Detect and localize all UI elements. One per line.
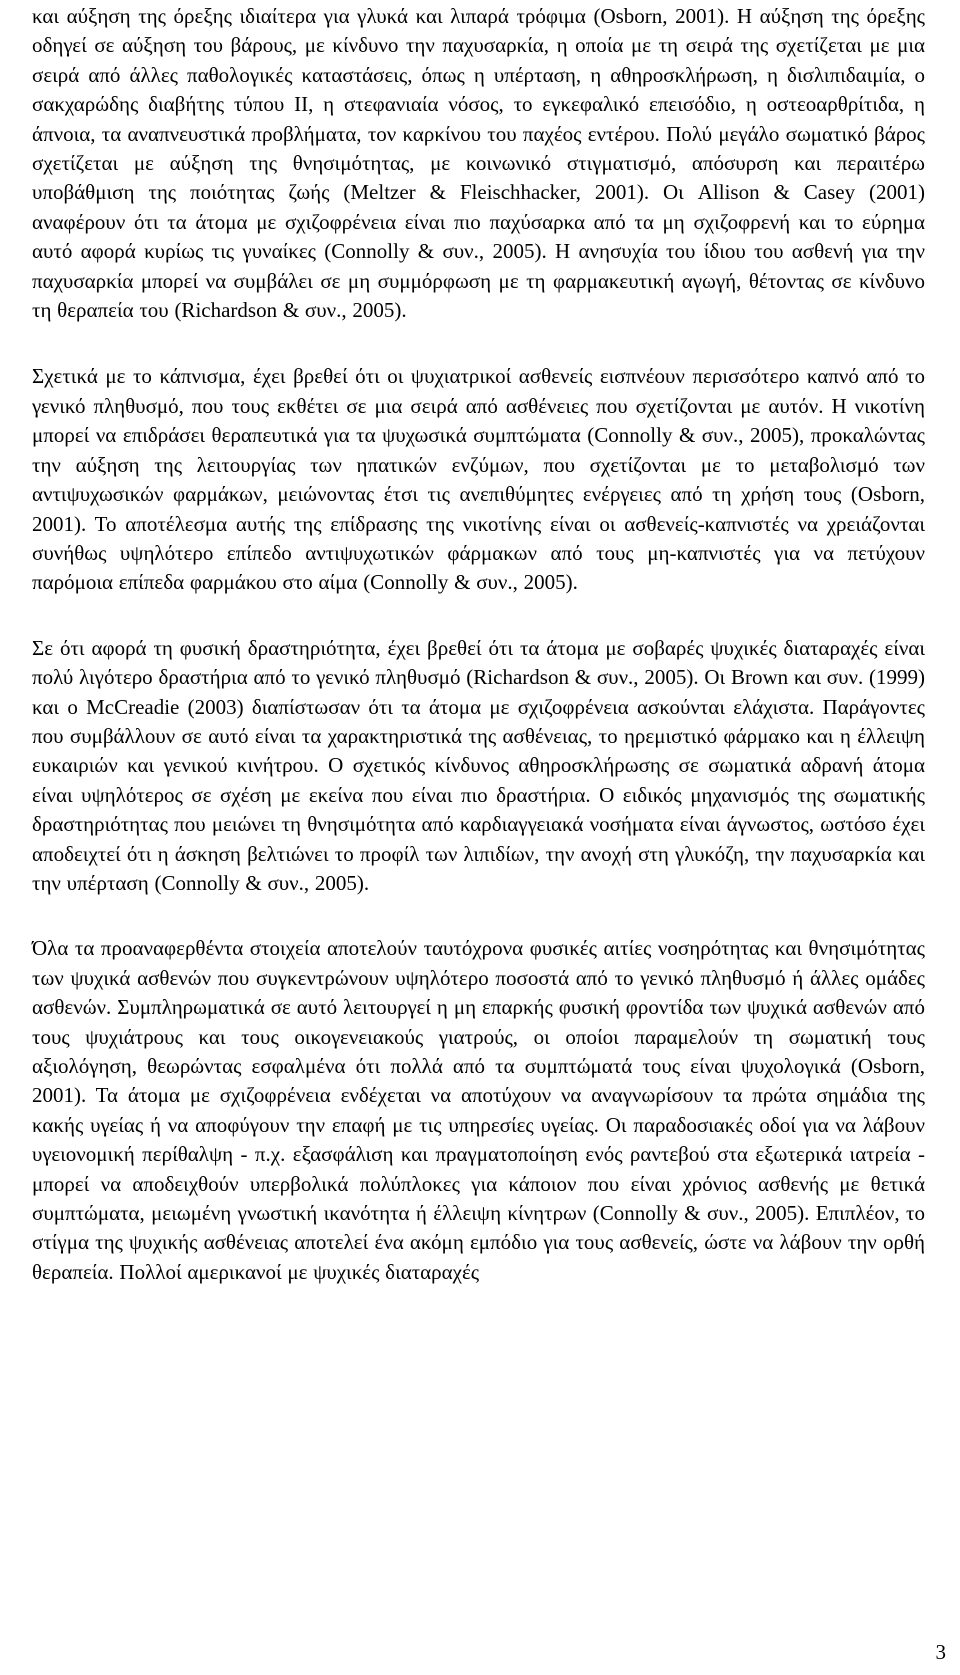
paragraph-smoking: Σχετικά με το κάπνισμα, έχει βρεθεί ότι οι ψυχιατρικοί ασθενείς εισπνέουν περισσότερο καπνό από το γενικό πληθυσμό, που τους εκθέτει σε μια σειρά από ασθένειες που σχετίζονται με αυτόν. Η νικοτίνη μπορεί να επιδράσει θεραπευτικά για τα ψυχωσικά συμπτώματα (Connolly & συν., 2005), προκαλώντας την αύξηση της λειτουργίας των ηπατικών ενζύμων, που σχετίζονται με το μεταβολισμό των αντιψυχωσικών φαρμάκων, μειώνοντας έτσι τις ανεπιθύμητες ενέργειες από τη χρήση τους (Osborn, 2001). Το αποτέλεσμα αυτής της επίδρασης της νικοτίνης είναι οι ασθενείς-καπνιστές να χρειάζονται συνήθως υψηλότερο επίπεδο αντιψυχωτικών φάρμακων από τους μη-καπνιστές για να πετύχουν παρόμοια επίπεδα φαρμάκου στο αίμα (Connolly & συν., 2005). [32,364,925,595]
document-page [32,2,925,1323]
paragraph-weight-and-obesity: και αύξηση της όρεξης ιδιαίτερα για γλυκά και λιπαρά τρόφιμα (Osborn, 2001). Η αύξηση της όρεξης οδηγεί σε αύξηση του βάρους, με κίνδυνο την παχυσαρκία, η οποία με τη σειρά της σχετίζεται με μια σειρά από άλλες παθολογικές καταστάσεις, όπως η υπέρταση, η αθηροσκλήρωση, η δισλιπιδαιμία, ο σακχαρώδης διαβήτης τύπου II, η στεφανιαία νόσος, το εγκεφαλικό επεισόδιο, η οστεοαρθρίτιδα, η άπνοια, τα αναπνευστικά προβλήματα, τον καρκίνου του παχέος εντέρου. Πολύ μεγάλο σωματικό βάρος σχετίζεται με αύξηση της θνησιμότητας, με κοινωνικό στιγματισμό, απόσυρση και περαιτέρω υποβάθμιση της ποιότητας ζωής (Meltzer & Fleischhacker, 2001). Οι Allison & Casey (2001) αναφέρουν ότι τα άτομα με σχιζοφρένεια είναι πιο παχύσαρκα από τα μη σχιζοφρενή και το εύρημα αυτό αφορά κυρίως τις γυναίκες (Connolly & συν., 2005). Η ανησυχία του ίδιου του ασθενή για την παχυσαρκία μπορεί να συμβάλει σε μη συμμόρφωση με τη φαρμακευτική αγωγή, θέτοντας σε κίνδυνο τη θεραπεία του (Richardson & συν., 2005). [32,4,925,323]
paragraph-physical-activity: Σε ότι αφορά τη φυσική δραστηριότητα, έχει βρεθεί ότι τα άτομα με σοβαρές ψυχικές διαταραχές είναι πολύ λιγότερο δραστήρια από το γενικό πληθυσμό (Richardson & συν., 2005). Οι Brown και συν. (1999) και ο McCreadie (2003) διαπίστωσαν ότι τα άτομα με σχιζοφρένεια ασκούνται ελάχιστα. Παράγοντες που συμβάλλουν σε αυτό είναι τα χαρακτηριστικά της ασθένειας, το ηρεμιστικό φάρμακο και η έλλειψη ευκαιριών και γενικού κινήτρου. Ο σχετικός κίνδυνος αθηροσκλήρωσης σε σωματικά αδρανή άτομα είναι υψηλότερος σε σχέση με εκείνα που είναι πιο δραστήρια. Ο ειδικός μηχανισμός της σωματικής δραστηριότητας που μειώνει τη θνησιμότητα από καρδιαγγειακά νοσήματα είναι άγνωστος, ωστόσο έχει αποδειχτεί ότι η άσκηση βελτιώνει το προφίλ των λιπιδίων, την ανοχή στη γλυκόζη, την παχυσαρκία και την υπέρταση (Connolly & συν., 2005). [32,635,925,895]
page-number: 3 [935,1640,946,1664]
paragraph-physical-causes-and-care: Όλα τα προαναφερθέντα στοιχεία αποτελούν ταυτόχρονα φυσικές αιτίες νοσηρότητας και θνησιμότητας των ψυχικά ασθενών που συγκεντρώνουν υψηλότερο ποσοστά από το γενικό πληθυσμό ή άλλες ομάδες ασθενών. Συμπληρωματικά σε αυτό λειτουργεί η μη επαρκής φυσική φροντίδα των ψυχικά ασθενών από τους ψυχιάτρους και τους οικογενειακούς γιατρούς, οι οποίοι παραμελούν τη σωματική τους αξιολόγηση, θεωρώντας εσφαλμένα ότι πολλά από τα συμπτώματά τους είναι ψυχολογικά (Osborn, 2001). Τα άτομα με σχιζοφρένεια ενδέχεται να αποτύχουν να αναγνωρίσουν τα πρώτα σημάδια της κακής υγείας ή να αποφύγουν την επαφή με τις υπηρεσίες υγείας. Οι παραδοσιακές οδοί για να λάβουν υγειονομική περίθαλψη - π.χ. εξασφάλιση και πραγματοποίηση ενός ραντεβού στα εξωτερικά ιατρεία - μπορεί να αποδειχθούν υπερβολικά πολύπλοκες για κάποιον που είναι χρόνιος ασθενής με θετικά συμπτώματα, μειωμένη γνωστική ικανότητα ή έλλειψη κίνητρων (Connolly & συν., 2005). Επιπλέον, το στίγμα της ψυχικής ασθένειας αποτελεί ένα ακόμη εμπόδιο για τους ασθενείς, ώστε να λάβουν την ορθή θεραπεία. Πολλοί αμερικανοί με ψυχικές διαταραχές [32,936,925,1284]
